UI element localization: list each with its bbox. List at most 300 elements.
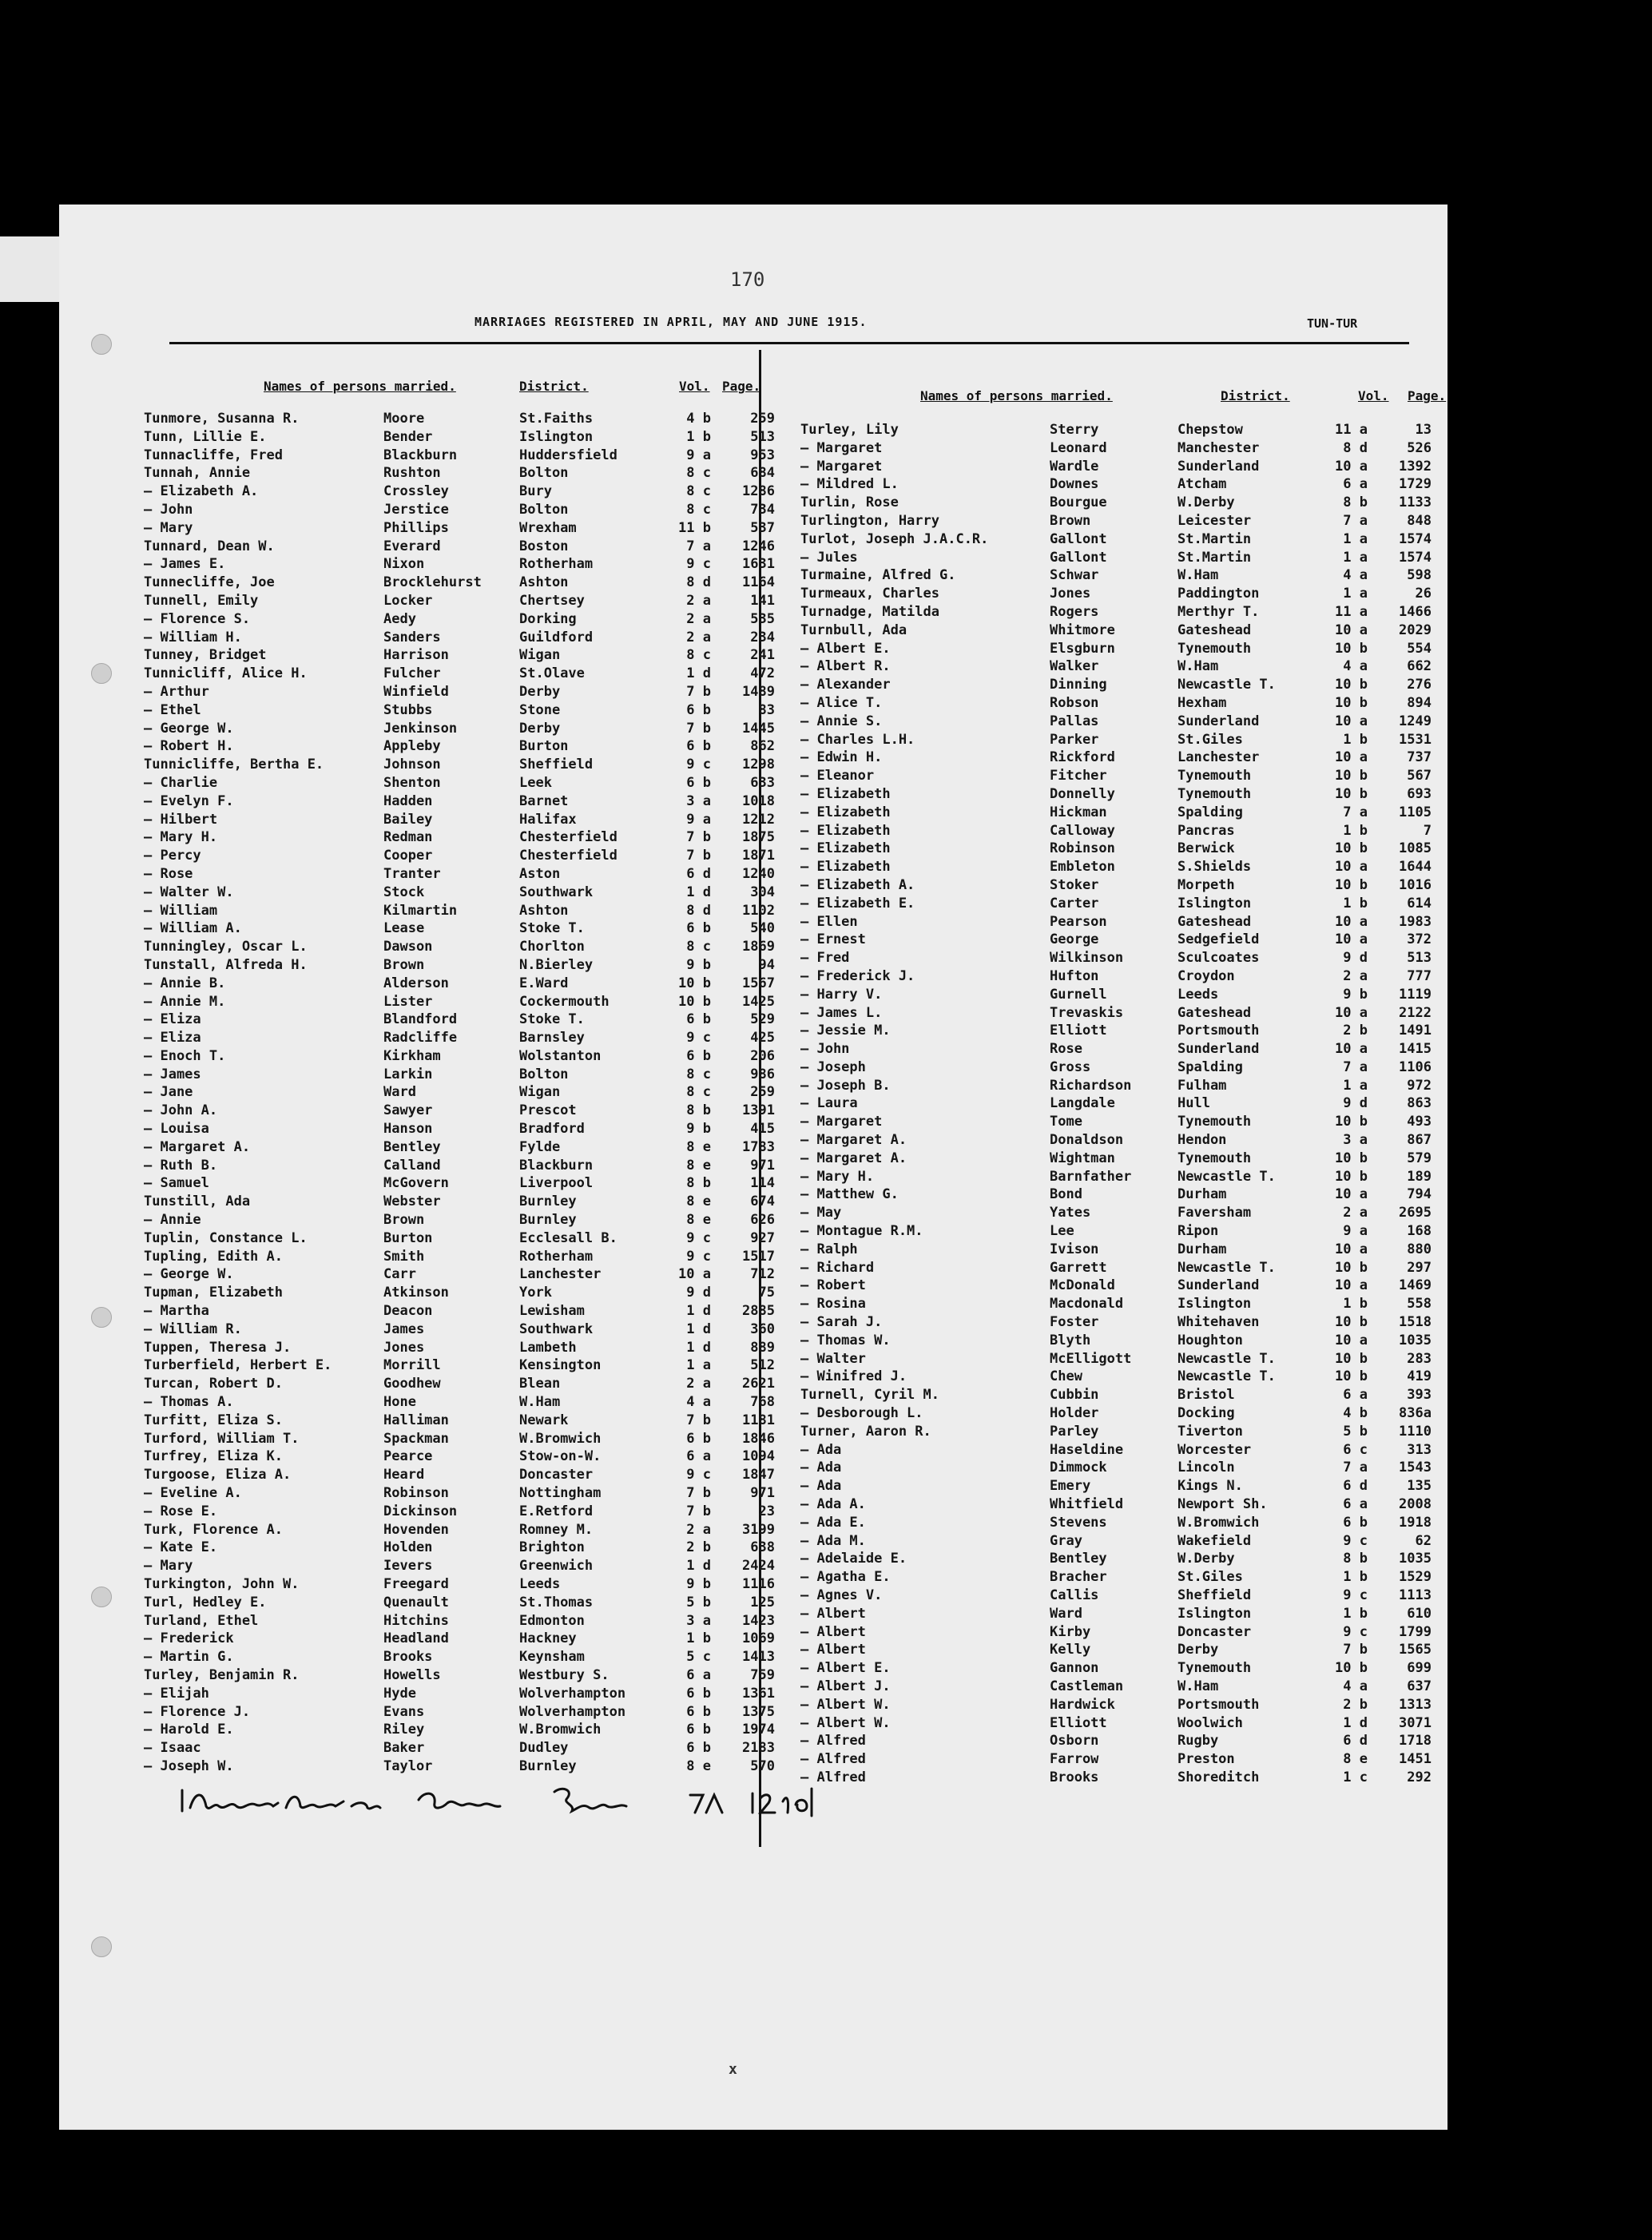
entry-name: — Thomas W. xyxy=(800,1332,891,1348)
entry-volume: 10 b xyxy=(1335,1114,1368,1130)
entry-page: 1069 xyxy=(742,1630,775,1647)
entry-page: 1445 xyxy=(742,720,775,737)
entry-spouse-surname: Radcliffe xyxy=(383,1030,458,1047)
entry-district: Barnet xyxy=(519,792,569,809)
entry-name: — Ada A. xyxy=(800,1496,866,1513)
entry-spouse-surname: Hufton xyxy=(1050,967,1099,984)
register-entry xyxy=(800,1715,1432,1734)
entry-volume: 2 a xyxy=(686,1521,711,1538)
entry-district: St.Olave xyxy=(519,665,585,682)
entry-page: 393 xyxy=(1407,1387,1432,1404)
entry-name: Turnell, Cyril M. xyxy=(800,1387,939,1404)
entry-spouse-surname: Brown xyxy=(383,956,425,973)
entry-page: 1035 xyxy=(1399,1551,1432,1567)
entry-name: — Ada E. xyxy=(800,1514,866,1531)
entry-spouse-surname: Freegard xyxy=(383,1576,449,1592)
entry-page: 1574 xyxy=(1399,549,1432,566)
entry-volume: 1 b xyxy=(686,1630,711,1647)
register-entry xyxy=(800,950,1432,968)
entry-district: Islington xyxy=(1177,895,1252,911)
entry-page: 1847 xyxy=(742,1467,775,1483)
entry-spouse-surname: Walker xyxy=(1050,658,1099,675)
register-entry xyxy=(800,695,1432,713)
register-entry xyxy=(144,848,775,866)
entry-spouse-surname: Parker xyxy=(1050,731,1099,748)
entry-district: Sunderland xyxy=(1177,458,1260,475)
entry-spouse-surname: Hovenden xyxy=(383,1521,449,1538)
register-entry xyxy=(800,1697,1432,1715)
entry-name: — Richard xyxy=(800,1259,875,1276)
register-entry xyxy=(800,1277,1432,1296)
entry-spouse-surname: Brocklehurst xyxy=(383,574,482,591)
entry-spouse-surname: Pallas xyxy=(1050,713,1099,729)
entry-name: — Eleanor xyxy=(800,768,875,784)
register-entry xyxy=(144,611,775,630)
entry-spouse-surname: Locker xyxy=(383,592,433,609)
entry-volume: 2 a xyxy=(1343,1205,1368,1221)
entry-page: 637 xyxy=(1407,1678,1432,1694)
register-entry xyxy=(800,987,1432,1005)
register-page xyxy=(59,205,1447,2130)
register-entry xyxy=(144,1357,775,1376)
register-entry xyxy=(144,721,775,739)
register-entry xyxy=(800,567,1432,586)
entry-district: Wolverhampton xyxy=(519,1685,626,1702)
register-entry xyxy=(144,812,775,830)
entry-volume: 9 b xyxy=(686,956,711,973)
register-entry xyxy=(800,1132,1432,1150)
entry-district: Islington xyxy=(1177,1605,1252,1622)
entry-page: 1102 xyxy=(742,902,775,919)
entry-volume: 6 b xyxy=(686,701,711,718)
entry-page: 2695 xyxy=(1399,1205,1432,1221)
entry-page: 1729 xyxy=(1399,476,1432,493)
entry-spouse-surname: Heard xyxy=(383,1467,425,1483)
entry-name: — May xyxy=(800,1205,842,1221)
entry-district: Ashton xyxy=(519,902,569,919)
register-entry xyxy=(144,1249,775,1267)
entry-spouse-surname: Riley xyxy=(383,1722,425,1738)
entry-name: — Elizabeth xyxy=(800,785,891,802)
entry-spouse-surname: Crossley xyxy=(383,483,449,500)
entry-district: Boston xyxy=(519,538,569,554)
register-entry xyxy=(800,1095,1432,1114)
entry-name: — Jessie M. xyxy=(800,1023,891,1039)
entry-name: — William xyxy=(144,902,218,919)
register-entry xyxy=(144,1613,775,1631)
entry-name: — Mary xyxy=(144,519,193,536)
entry-district: Burnley xyxy=(519,1193,577,1210)
entry-volume: 1 b xyxy=(1343,1605,1368,1622)
entry-name: — Martin G. xyxy=(144,1649,234,1666)
entry-spouse-surname: Downes xyxy=(1050,476,1099,493)
entry-name: Turnbull, Ada xyxy=(800,622,907,638)
entry-volume: 8 d xyxy=(1343,439,1368,456)
header-names: Names of persons married. xyxy=(264,379,456,394)
register-entry xyxy=(800,713,1432,732)
register-entry xyxy=(144,1121,775,1139)
entry-page: 2122 xyxy=(1399,1004,1432,1021)
entry-volume: 9 c xyxy=(686,556,711,573)
entry-volume: 7 a xyxy=(1343,1460,1368,1476)
entry-spouse-surname: Redman xyxy=(383,829,433,846)
register-entry xyxy=(144,975,775,994)
entry-page: 1106 xyxy=(1399,1058,1432,1075)
entry-name: — Ernest xyxy=(800,931,866,948)
entry-name: — Elizabeth A. xyxy=(800,876,915,893)
register-entry xyxy=(144,1193,775,1212)
register-entry xyxy=(800,1169,1432,1187)
entry-district: Tynemouth xyxy=(1177,768,1252,784)
entry-district: Chepstow xyxy=(1177,422,1243,438)
register-entry xyxy=(144,1084,775,1102)
register-entry xyxy=(144,1522,775,1540)
entry-page: 94 xyxy=(758,956,775,973)
register-entry xyxy=(800,1078,1432,1096)
register-entry xyxy=(800,1368,1432,1387)
entry-page: 598 xyxy=(1407,567,1432,584)
right-entries xyxy=(800,422,1432,1788)
entry-name: — Ada M. xyxy=(800,1532,866,1549)
register-entry xyxy=(800,1551,1432,1569)
register-entry xyxy=(800,1587,1432,1606)
entry-volume: 5 b xyxy=(686,1594,711,1610)
entry-page: 360 xyxy=(750,1321,775,1337)
register-entry xyxy=(144,866,775,884)
entry-page: 699 xyxy=(1407,1660,1432,1677)
register-entry xyxy=(144,1303,775,1321)
entry-page: 953 xyxy=(750,447,775,463)
entry-volume: 10 b xyxy=(678,993,711,1010)
register-entry xyxy=(800,804,1432,823)
entry-volume: 8 e xyxy=(686,1157,711,1174)
entry-name: — Hilbert xyxy=(144,811,218,828)
register-entry xyxy=(144,447,775,466)
entry-spouse-surname: Wilkinson xyxy=(1050,950,1124,967)
entry-page: 2424 xyxy=(742,1558,775,1575)
register-entry xyxy=(144,1175,775,1193)
entry-name: — Rose xyxy=(144,865,193,882)
entry-spouse-surname: Howells xyxy=(383,1666,441,1683)
entry-district: Docking xyxy=(1177,1405,1235,1422)
entry-spouse-surname: Elsgburn xyxy=(1050,640,1115,657)
entry-volume: 10 b xyxy=(1335,640,1368,657)
entry-page: 1313 xyxy=(1399,1696,1432,1713)
entry-district: Kings N. xyxy=(1177,1478,1243,1495)
entry-spouse-surname: Foster xyxy=(1050,1314,1099,1331)
entry-name: — George W. xyxy=(144,1266,234,1283)
entry-volume: 8 b xyxy=(686,1175,711,1192)
entry-spouse-surname: Whitmore xyxy=(1050,622,1115,638)
entry-name: — Sarah J. xyxy=(800,1314,883,1331)
entry-spouse-surname: Rogers xyxy=(1050,603,1099,620)
entry-name: — Arthur xyxy=(144,683,209,700)
register-entry xyxy=(144,465,775,483)
register-entry xyxy=(800,1678,1432,1697)
entry-spouse-surname: Evans xyxy=(383,1703,425,1720)
entry-volume: 6 a xyxy=(686,1666,711,1683)
entry-spouse-surname: Burton xyxy=(383,1229,433,1246)
register-entry xyxy=(800,823,1432,841)
entry-page: 1466 xyxy=(1399,603,1432,620)
entry-volume: 6 d xyxy=(686,865,711,882)
entry-district: Wolverhampton xyxy=(519,1703,626,1720)
register-entry xyxy=(144,775,775,793)
register-entry xyxy=(800,1769,1432,1788)
entry-name: — Alfred xyxy=(800,1769,866,1785)
entry-volume: 1 b xyxy=(1343,1569,1368,1586)
register-entry xyxy=(800,658,1432,677)
entry-district: Gateshead xyxy=(1177,913,1252,930)
entry-volume: 2 a xyxy=(686,592,711,609)
entry-spouse-surname: Jenkinson xyxy=(383,720,458,737)
entry-district: Manchester xyxy=(1177,439,1260,456)
entry-volume: 7 b xyxy=(686,1503,711,1519)
entry-volume: 10 b xyxy=(1335,1168,1368,1185)
entry-spouse-surname: Brooks xyxy=(1050,1769,1099,1785)
entry-district: Morpeth xyxy=(1177,876,1235,893)
entry-spouse-surname: Elliott xyxy=(1050,1714,1107,1731)
entry-spouse-surname: Kelly xyxy=(1050,1642,1091,1658)
entry-volume: 2 b xyxy=(1343,1696,1368,1713)
entry-district: Dudley xyxy=(519,1740,569,1757)
entry-page: 1016 xyxy=(1399,876,1432,893)
entry-name: Turkington, John W. xyxy=(144,1576,300,1592)
entry-district: Pancras xyxy=(1177,822,1235,839)
entry-spouse-surname: Spackman xyxy=(383,1430,449,1447)
entry-district: Keynsham xyxy=(519,1649,585,1666)
entry-volume: 7 a xyxy=(1343,512,1368,529)
entry-volume: 3 a xyxy=(1343,1132,1368,1149)
entry-name: — Agnes V. xyxy=(800,1587,883,1603)
entry-volume: 8 b xyxy=(1343,494,1368,511)
entry-volume: 9 d xyxy=(1343,1095,1368,1112)
entry-page: 1517 xyxy=(742,1248,775,1265)
entry-name: — John A. xyxy=(144,1102,218,1119)
entry-name: — William H. xyxy=(144,629,242,645)
entry-volume: 7 b xyxy=(1343,1642,1368,1658)
entry-district: Chertsey xyxy=(519,592,585,609)
entry-volume: 8 e xyxy=(686,1212,711,1229)
register-entry xyxy=(144,1576,775,1595)
entry-name: — Alfred xyxy=(800,1751,866,1768)
entry-volume: 10 a xyxy=(1335,713,1368,729)
register-entry xyxy=(144,1212,775,1230)
register-entry xyxy=(144,1485,775,1503)
entry-volume: 4 b xyxy=(1343,1405,1368,1422)
entry-page: 734 xyxy=(750,501,775,518)
entry-name: — Florence S. xyxy=(144,610,251,627)
entry-name: — Elizabeth xyxy=(800,840,891,857)
register-entry xyxy=(144,1649,775,1667)
entry-name: — Ellen xyxy=(800,913,858,930)
entry-spouse-surname: Gannon xyxy=(1050,1660,1099,1677)
entry-spouse-surname: George xyxy=(1050,931,1099,948)
entry-volume: 10 a xyxy=(1335,1332,1368,1348)
register-entry xyxy=(800,440,1432,459)
entry-page: 372 xyxy=(1407,931,1432,948)
register-entry xyxy=(144,1539,775,1558)
entry-name: Turl, Hedley E. xyxy=(144,1594,267,1610)
register-entry xyxy=(800,896,1432,914)
entry-district: W.Bromwich xyxy=(519,1430,602,1447)
entry-volume: 8 c xyxy=(686,483,711,500)
entry-volume: 10 a xyxy=(678,1266,711,1283)
entry-page: 971 xyxy=(750,1485,775,1502)
entry-district: Stone xyxy=(519,701,561,718)
entry-name: — Isaac xyxy=(144,1740,201,1757)
entry-volume: 6 a xyxy=(686,1448,711,1465)
entry-volume: 6 b xyxy=(686,1722,711,1738)
entry-page: 283 xyxy=(1407,1350,1432,1367)
entry-spouse-surname: Atkinson xyxy=(383,1285,449,1301)
entry-volume: 3 a xyxy=(686,1612,711,1629)
register-entry xyxy=(800,550,1432,568)
entry-spouse-surname: Rushton xyxy=(383,465,441,482)
register-entry xyxy=(144,1048,775,1066)
register-entry xyxy=(144,1340,775,1358)
entry-volume: 2 a xyxy=(686,1376,711,1392)
entry-page: 693 xyxy=(1407,785,1432,802)
entry-page: 313 xyxy=(1407,1441,1432,1458)
entry-volume: 6 b xyxy=(686,1740,711,1757)
register-entry xyxy=(144,1686,775,1704)
entry-district: Chorlton xyxy=(519,939,585,955)
register-entry xyxy=(800,1351,1432,1369)
register-entry xyxy=(800,968,1432,987)
entry-district: W.Bromwich xyxy=(1177,1514,1260,1531)
entry-spouse-surname: Brooks xyxy=(383,1649,433,1666)
register-entry xyxy=(144,793,775,812)
entry-spouse-surname: Emery xyxy=(1050,1478,1091,1495)
entry-page: 862 xyxy=(750,738,775,755)
entry-spouse-surname: McElligott xyxy=(1050,1350,1132,1367)
entry-volume: 9 b xyxy=(1343,986,1368,1003)
entry-name: — Walter W. xyxy=(144,884,234,900)
entry-volume: 6 b xyxy=(686,1011,711,1028)
entry-spouse-surname: Schwar xyxy=(1050,567,1099,584)
register-entry xyxy=(800,749,1432,768)
entry-spouse-surname: Appleby xyxy=(383,738,441,755)
entry-name: — Elizabeth E. xyxy=(800,895,915,911)
entry-name: — Harold E. xyxy=(144,1722,234,1738)
register-entry xyxy=(144,1321,775,1340)
entry-district: Lanchester xyxy=(1177,749,1260,766)
entry-volume: 2 a xyxy=(686,610,711,627)
entry-district: Lewisham xyxy=(519,1303,585,1320)
entry-page: 1119 xyxy=(1399,986,1432,1003)
entry-page: 1983 xyxy=(1399,913,1432,930)
register-entry xyxy=(144,1394,775,1412)
entry-name: Turley, Benjamin R. xyxy=(144,1666,300,1683)
entry-name: Turfitt, Eliza S. xyxy=(144,1412,283,1428)
entry-name: — Ruth B. xyxy=(144,1157,218,1174)
entry-volume: 1 a xyxy=(1343,586,1368,602)
entry-volume: 10 a xyxy=(1335,622,1368,638)
entry-district: Wigan xyxy=(519,1084,561,1101)
entry-page: 579 xyxy=(1407,1150,1432,1166)
entry-district: Bristol xyxy=(1177,1387,1235,1404)
register-entry xyxy=(144,1285,775,1303)
entry-spouse-surname: Dinning xyxy=(1050,677,1107,693)
entry-volume: 6 b xyxy=(1343,1514,1368,1531)
entry-page: 712 xyxy=(750,1266,775,1283)
entry-page: 141 xyxy=(750,592,775,609)
register-entry xyxy=(144,1412,775,1431)
entry-district: Doncaster xyxy=(1177,1623,1252,1640)
entry-page: 304 xyxy=(750,884,775,900)
entry-district: Durham xyxy=(1177,1186,1227,1203)
register-entry xyxy=(800,1515,1432,1533)
entry-name: — Elizabeth xyxy=(800,822,891,839)
entry-district: Greenwich xyxy=(519,1558,594,1575)
register-entry xyxy=(144,757,775,775)
entry-name: — Elijah xyxy=(144,1685,209,1702)
entry-district: Fylde xyxy=(519,1138,561,1155)
entry-page: 1181 xyxy=(742,1412,775,1428)
register-entry xyxy=(144,1139,775,1158)
entry-volume: 4 a xyxy=(686,1394,711,1411)
entry-page: 3071 xyxy=(1399,1714,1432,1731)
entry-spouse-surname: Elliott xyxy=(1050,1023,1107,1039)
entry-page: 7 xyxy=(1423,822,1432,839)
entry-district: Bolton xyxy=(519,465,569,482)
entry-volume: 5 b xyxy=(1343,1423,1368,1440)
entry-volume: 10 a xyxy=(1335,931,1368,948)
entry-district: Guildford xyxy=(519,629,594,645)
entry-name: — Evelyn F. xyxy=(144,792,234,809)
entry-name: — Margaret A. xyxy=(800,1132,907,1149)
entry-volume: 10 b xyxy=(1335,840,1368,857)
entry-name: — Albert xyxy=(800,1605,866,1622)
entry-spouse-surname: Jones xyxy=(1050,586,1091,602)
entry-name: — Margaret xyxy=(800,439,883,456)
entry-volume: 1 b xyxy=(1343,731,1368,748)
entry-name: — Elizabeth xyxy=(800,859,891,876)
entry-district: Ashton xyxy=(519,574,569,591)
entry-volume: 10 a xyxy=(1335,1186,1368,1203)
entry-volume: 8 c xyxy=(686,1084,711,1101)
register-entry xyxy=(144,1667,775,1686)
entry-district: Gateshead xyxy=(1177,1004,1252,1021)
register-entry xyxy=(800,677,1432,695)
entry-spouse-surname: Baker xyxy=(383,1740,425,1757)
entry-volume: 8 c xyxy=(686,939,711,955)
register-entry xyxy=(800,1387,1432,1405)
entry-district: Berwick xyxy=(1177,840,1235,857)
register-entry xyxy=(144,1595,775,1613)
entry-district: Westbury S. xyxy=(519,1666,610,1683)
entry-page: 633 xyxy=(750,774,775,791)
entry-page: 1531 xyxy=(1399,731,1432,748)
entry-volume: 6 b xyxy=(686,774,711,791)
entry-district: Sheffield xyxy=(519,757,594,773)
entry-name: — Frederick J. xyxy=(800,967,915,984)
entry-name: — Annie M. xyxy=(144,993,226,1010)
register-entry xyxy=(800,1660,1432,1678)
entry-district: Spalding xyxy=(1177,1058,1243,1075)
entry-volume: 7 b xyxy=(686,829,711,846)
entry-spouse-surname: Langdale xyxy=(1050,1095,1115,1112)
entry-volume: 6 d xyxy=(1343,1478,1368,1495)
entry-name: — Jules xyxy=(800,549,858,566)
entry-spouse-surname: Gallont xyxy=(1050,549,1107,566)
entry-volume: 2 a xyxy=(686,629,711,645)
entry-spouse-surname: Holden xyxy=(383,1539,433,1556)
entry-page: 768 xyxy=(750,1394,775,1411)
entry-district: St.Giles xyxy=(1177,731,1243,748)
entry-spouse-surname: McDonald xyxy=(1050,1277,1115,1294)
